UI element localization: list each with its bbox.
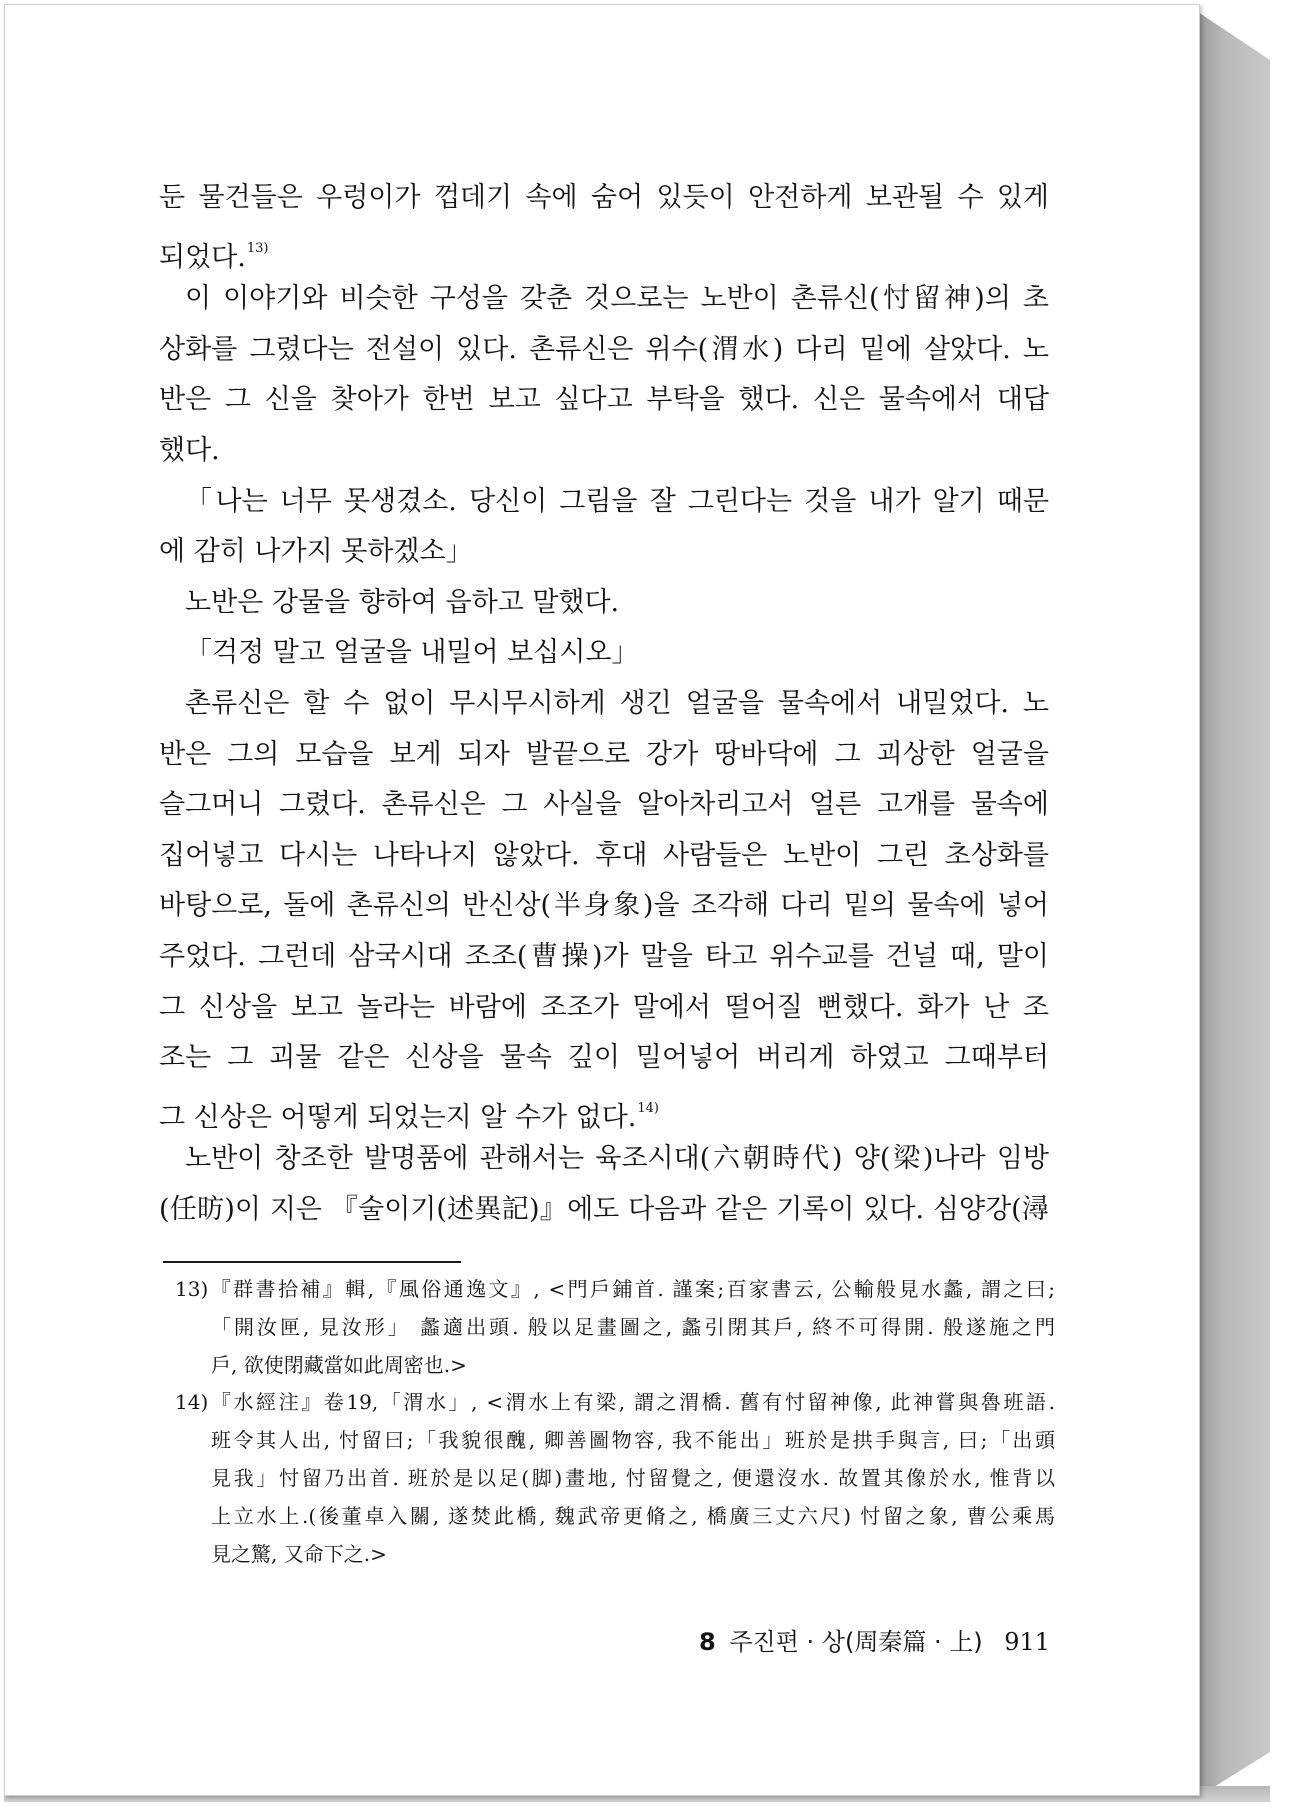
body-line: 둔 물건들은 우렁이가 껍데기 속에 숨어 있듯이 안전하게 보관될 수 있게	[159, 182, 1049, 213]
chapter-number: 8	[699, 1628, 716, 1656]
body-line: (任昉)이 지은 『술이기(述異記)』에도 다음과 같은 기록이 있다. 심양강(潯	[159, 1193, 1049, 1225]
body-line: 이 이야기와 비슷한 구성을 갖춘 것으로는 노반이 촌류신(忖留神)의 초	[185, 283, 1049, 315]
footnote-divider	[163, 1261, 461, 1263]
body-line: 그 신상을 보고 놀라는 바람에 조조가 말에서 떨어질 뻔했다. 화가 난 조	[159, 991, 1049, 1023]
footnote-14-line: 見我」忖留乃出首. 班於是以足(脚)畫地, 忖留覺之, 便還沒水. 故置其像於水, 惟背以	[211, 1465, 1055, 1490]
footnotes	[175, 1271, 1055, 1573]
body-line: 상화를 그렸다는 전설이 있다. 촌류신은 위수(渭水) 다리 밑에 살았다. 노	[159, 333, 1049, 365]
footnote-14-line: 上立水上.(後董卓入關, 遂焚此橋, 魏武帝更脩之, 橋廣三丈六尺) 忖留之象, 曹公乘馬	[211, 1503, 1055, 1528]
body-line: 주었다. 그런데 삼국시대 조조(曹操)가 말을 타고 위수교를 건널 때, 말이	[159, 940, 1049, 972]
footnote-ref-13: 13)	[246, 240, 269, 256]
body-line: 촌류신은 할 수 없이 무시무시하게 생긴 얼굴을 물속에서 내밀었다. 노	[185, 687, 1049, 719]
body-line: 되었다.$^{13)}$	[159, 240, 269, 273]
body-line: 반은 그의 모습을 보게 되자 발끝으로 강가 땅바닥에 그 괴상한 얼굴을	[159, 738, 1049, 770]
body-line: 조는 그 괴물 같은 신상을 물속 깊이 밀어넣어 버리게 하였고 그때부터	[159, 1042, 1049, 1074]
footnote-14-line: 見之驚, 又命下之.>	[211, 1541, 387, 1566]
body-line: 슬그머니 그렸다. 촌류신은 그 사실을 알아차리고서 얼른 고개를 물속에	[159, 789, 1049, 821]
footnote-14: 14)『水經注』卷19,「渭水」, <渭水上有梁, 謂之渭橋. 舊有忖留神像, 此神嘗與魯班語.	[175, 1390, 1055, 1415]
body-text	[159, 173, 1049, 1235]
body-line: 노반은 강물을 향하여 읍하고 말했다.	[185, 586, 620, 618]
footnote-13-line: 戶, 欲使閉藏當如此周密也.>	[211, 1352, 467, 1377]
body-line: 집어넣고 다시는 나타나지 않았다. 후대 사람들은 노반이 그린 초상화를	[159, 839, 1049, 871]
body-line: 노반이 창조한 발명품에 관해서는 육조시대(六朝時代) 양(梁)나라 임방	[185, 1143, 1049, 1175]
footnote-13: 13)『群書拾補』輯,『風俗通逸文』, <門戶鋪首. 謹案;百家書云, 公輸般見水蠡, 謂之曰;	[175, 1277, 1055, 1301]
body-line: 했다.	[159, 434, 220, 466]
page-number: 911	[1004, 1628, 1051, 1656]
body-line: 「걱정 말고 얼굴을 내밀어 보십시오」	[185, 637, 639, 669]
body-line: 바탕으로, 돌에 촌류신의 반신상(半身象)을 조각해 다리 밑의 물속에 넣어	[159, 890, 1049, 922]
book-side-edge	[1198, 12, 1270, 1797]
body-line: 그 신상은 어떻게 되었는지 알 수가 없다.$^{14)}$	[159, 1100, 660, 1133]
footnote-14-line: 班令其人出, 忖留曰;「我貌很醜, 卿善圖物容, 我不能出」班於是拱手與言, 曰;「出頭	[211, 1428, 1055, 1453]
page-footer	[699, 1622, 1050, 1657]
footnote-13-line: 「開汝匣, 見汝形」 蠡適出頭. 般以足畫圖之, 蠡引閉其戶, 終不可得開. 般遂施之門	[211, 1314, 1055, 1339]
footnote-ref-14: 14)	[637, 1100, 660, 1116]
body-line: 반은 그 신을 찾아가 한번 보고 싶다고 부탁을 했다. 신은 물속에서 대답	[159, 384, 1049, 416]
body-line: 「나는 너무 못생겼소. 당신이 그림을 잘 그린다는 것을 내가 알기 때문	[185, 485, 1049, 517]
chapter-title: 주진편 · 상(周秦篇 · 上)	[729, 1628, 983, 1656]
body-line: 에 감히 나가지 못하겠소」	[159, 536, 473, 568]
book-page	[4, 4, 1200, 1796]
